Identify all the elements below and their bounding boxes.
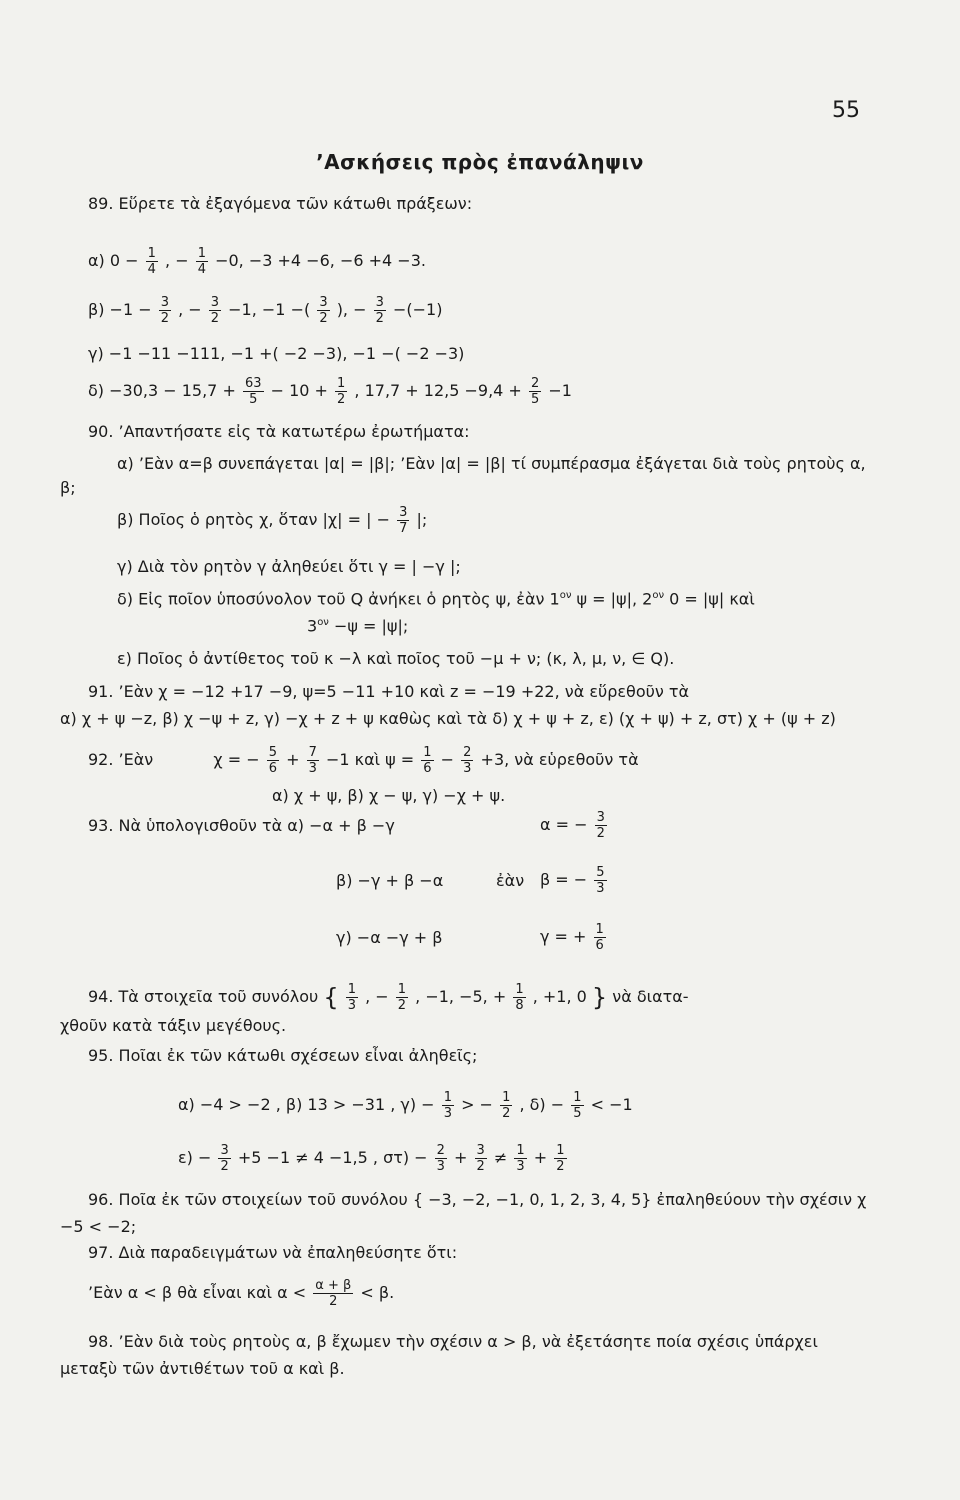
section-title: ’Ασκήσεις πρὸς ἐπανάληψιν: [316, 150, 644, 174]
exercise-93-heading: 93. Νὰ ὑπολογισθοῦν τὰ α) −α + β −γ: [88, 816, 395, 835]
exercise-90-c: γ) Διὰ τὸν ρητὸν γ ἀληθεύει ὅτι γ = | −γ |;: [117, 557, 461, 576]
exercise-93-if: ἐὰν: [496, 871, 525, 890]
exercise-91-line1: 91. ’Εὰν χ = −12 +17 −9, ψ=5 −11 +10 καὶ z = −19 +22, νὰ εὕρεθοῦν τὰ: [88, 682, 690, 701]
exercise-90-b: β) Ποῖος ὁ ρητὸς χ, ὅταν |χ| = | − $\frac{3}{7}$ |;: [117, 505, 428, 536]
exercise-93-alpha-value: α = − $\frac{3}{2}$: [540, 810, 605, 841]
exercise-89-heading: 89. Εὕρετε τὰ ἐξαγόμενα τῶν κάτωθι πράξεων:: [88, 194, 473, 213]
exercise-94-line2: χθοῦν κατὰ τάξιν μεγέθους.: [60, 1016, 287, 1035]
exercise-91-line2: α) χ + ψ −z, β) χ −ψ + z, γ) −χ + z + ψ καθὼς καὶ τὰ δ) χ + ψ + z, ε) (χ + ψ) + z, στ) χ + (ψ + z): [60, 709, 836, 728]
exercise-95-a: α) −4 > −2 , β) 13 > −31 , γ) − $\frac{1}{3}$ > − $\frac{1}{2}$ , δ) − $\frac{1}{5}$ < −1: [178, 1090, 633, 1121]
exercise-92-line2: α) χ + ψ, β) χ − ψ, γ) −χ + ψ.: [272, 786, 506, 805]
exercise-95-e: ε) − $\frac{3}{2}$ +5 −1 ≠ 4 −1,5 , στ) − $\frac{2}{3}$ + $\frac{3}{2}$ ≠ $\frac{1}{3}$ + $\frac{1}{2}$: [178, 1143, 565, 1174]
exercise-90-d: δ) Εἰς ποῖον ὑποσύνολον τοῦ Q ἀνήκει ὁ ρητὸς ψ, ἐὰν $1^{o\nu}$ ψ = |ψ|, $2^{o\nu}$ 0 = |ψ| καὶ: [117, 589, 755, 609]
exercise-97-statement: ’Εὰν α < β θὰ εἶναι καὶ α < $\frac{\alpha + \beta}{2}$ < β.: [88, 1278, 395, 1309]
exercise-89-d: δ) −30,3 − 15,7 + $\frac{63}{5}$ − 10 + $\frac{1}{2}$ , 17,7 + 12,5 −9,4 + $\frac{2}{5}$ −1: [88, 376, 572, 407]
exercise-93-b: β) −γ + β −α: [336, 871, 444, 890]
exercise-90-d-cont: $3^{o\nu} -\psi = |\psi|$;: [307, 616, 409, 636]
exercise-92-line1: 92. ’Εὰν χ = − $\frac{5}{6}$ + $\frac{7}{3}$ −1 καὶ ψ = $\frac{1}{6}$ − $\frac{2}{3}$ +3, νὰ εὑρεθοῦν τὰ: [88, 745, 639, 776]
exercise-89-b: β) −1 − $\frac{3}{2}$ , − $\frac{3}{2}$ −1, −1 −( $\frac{3}{2}$ ), − $\frac{3}{2}$ −(−1): [88, 295, 443, 326]
exercise-98: 98. ’Εὰν διὰ τοὺς ρητοὺς α, β ἔχωμεν τὴν σχέσιν α > β, νὰ ἐξετάσητε ποία σχέσις ὑπάρχει μεταξὺ τῶν ἀντιθέτων τοῦ α καὶ β.: [60, 1332, 818, 1378]
page-number: 55: [832, 98, 860, 123]
exercise-93-beta-value: β = − $\frac{5}{3}$: [540, 865, 605, 896]
exercise-94-line1: 94. Τὰ στοιχεῖα τοῦ συνόλου { $\frac{1}{3}$ , − $\frac{1}{2}$ , −1, −5, + $\frac{1}{8}$ , +1, 0 } νὰ διατα-: [88, 982, 689, 1013]
exercise-89-a: α) 0 − $\frac{1}{4}$ , − $\frac{1}{4}$ −0, −3 +4 −6, −6 +4 −3.: [88, 246, 426, 277]
exercise-90-a: α) ’Εὰν α=β συνεπάγεται |α| = |β|; ’Εὰν |α| = |β| τί συμπέρασμα ἐξάγεται διὰ τοὺς ρητοὺς α, β;: [60, 454, 866, 497]
exercise-97-heading: 97. Διὰ παραδειγμάτων νὰ ἐπαληθεύσητε ὅτι:: [88, 1243, 458, 1262]
exercise-89-c: γ) −1 −11 −111, −1 +( −2 −3), −1 −( −2 −3): [88, 344, 465, 363]
exercise-90-heading: 90. ’Απαντήσατε εἰς τὰ κατωτέρω ἐρωτήματα:: [88, 422, 470, 441]
exercise-93-gamma-value: γ = + $\frac{1}{6}$: [540, 922, 604, 953]
exercise-93-c: γ) −α −γ + β: [336, 928, 443, 947]
exercise-95-heading: 95. Ποῖαι ἐκ τῶν κάτωθι σχέσεων εἶναι ἀληθεῖς;: [88, 1046, 478, 1065]
exercise-96: 96. Ποῖα ἐκ τῶν στοιχείων τοῦ συνόλου { −3, −2, −1, 0, 1, 2, 3, 4, 5} ἐπαληθεύουν τὴν σχέσιν χ −5 < −2;: [60, 1190, 867, 1236]
exercise-90-e: ε) Ποῖος ὁ ἀντίθετος τοῦ κ −λ καὶ ποῖος τοῦ −μ + ν; (κ, λ, μ, ν, ∈ Q).: [117, 649, 675, 668]
